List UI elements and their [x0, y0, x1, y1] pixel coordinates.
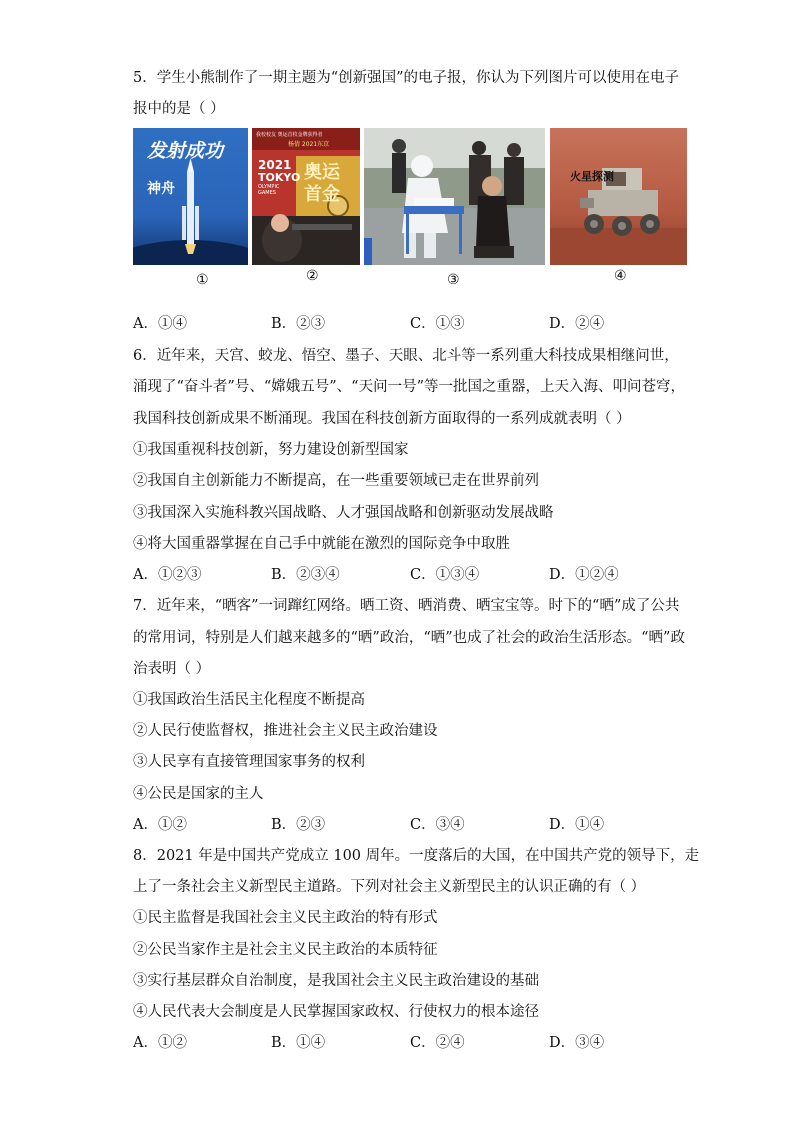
shenzhou-label: 神舟: [147, 181, 175, 197]
q6-item-3: ③我国深入实施科教兴国战略、人才强国战略和创新驱动发展战略: [133, 505, 554, 521]
mars-exploration-image: [550, 128, 687, 265]
q5-option-b[interactable]: B．②③: [271, 316, 326, 332]
q6-item-1: ①我国重视科技创新，努力建设创新型国家: [133, 442, 409, 458]
q6-option-d[interactable]: D．①②④: [549, 567, 619, 583]
q8-stem-line-1: 8．2021 年是中国共产党成立 100 周年。一度落后的大国，在中国共产党的领导下，走: [133, 848, 700, 864]
q8-item-4: ④人民代表大会制度是人民掌握国家政权、行使权力的根本途径: [133, 1004, 539, 1020]
q6-stem-line-1: 6．近年来，天宫、蛟龙、悟空、墨子、天眼、北斗等一系列重大科技成果相继问世，: [133, 348, 679, 364]
olympic-gold-image: [252, 128, 360, 265]
q8-option-c[interactable]: C．②④: [410, 1035, 465, 1051]
q8-item-2: ②公民当家作主是社会主义民主政治的本质特征: [133, 942, 438, 958]
q8-option-a[interactable]: A．①②: [133, 1035, 187, 1051]
q7-stem-line-3: 治表明（ ）: [133, 661, 211, 677]
q6-stem-line-3: 我国科技创新成果不断涌现。我国在科技创新方面取得的一系列成就表明（ ）: [133, 411, 631, 427]
q8-option-d[interactable]: D．③④: [549, 1035, 605, 1051]
mars-label: 火星探测: [570, 170, 614, 183]
q7-item-1: ①我国政治生活民主化程度不断提高: [133, 692, 365, 708]
olympic-headline-1: 奥运: [304, 162, 340, 183]
image-1-caption: ①: [196, 272, 209, 288]
olympic-year: 2021: [258, 158, 292, 172]
shenzhou-launch-image: [133, 128, 248, 265]
image-4-caption: ④: [614, 268, 627, 284]
covid-testing-photo: [364, 128, 545, 265]
q8-item-1: ①民主监督是我国社会主义民主政治的特有形式: [133, 910, 438, 926]
q6-option-c[interactable]: C．①③④: [410, 567, 480, 583]
q6-stem-line-2: 涌现了“奋斗者”号、“嫦娥五号”、“天问一号”等一批国之重器，上天入海、叩问苍穹，: [133, 379, 685, 395]
q8-option-b[interactable]: B．①④: [271, 1035, 326, 1051]
q6-item-2: ②我国自主创新能力不断提高，在一些重要领域已走在世界前列: [133, 473, 539, 489]
q6-item-4: ④将大国重器掌握在自己手中就能在激烈的国际竞争中取胜: [133, 536, 510, 552]
q5-stem-line-1: 5．学生小熊制作了一期主题为“创新强国”的电子报，你认为下列图片可以使用在电子: [133, 70, 680, 86]
q7-item-4: ④公民是国家的主人: [133, 786, 264, 802]
q8-item-3: ③实行基层群众自治制度，是我国社会主义民主政治建设的基础: [133, 973, 539, 989]
q7-option-b[interactable]: B．②③: [271, 817, 326, 833]
olympic-banner-text: 我校校友 奥运首枚金牌获得者: [256, 132, 323, 138]
olympic-games: GAMES: [258, 190, 276, 196]
image-2-caption: ②: [306, 268, 319, 284]
q7-option-a[interactable]: A．①②: [133, 817, 187, 833]
q5-option-c[interactable]: C．①③: [410, 316, 465, 332]
q7-option-d[interactable]: D．①④: [549, 817, 605, 833]
q5-option-a[interactable]: A．①④: [133, 316, 187, 332]
q8-stem-line-2: 上了一条社会主义新型民主道路。下列对社会主义新型民主的认识正确的有（ ）: [133, 879, 646, 895]
q6-option-b[interactable]: B．②③④: [271, 567, 340, 583]
shenzhou-headline: 发射成功: [147, 140, 224, 162]
q5-option-d[interactable]: D．②④: [549, 316, 605, 332]
q7-item-3: ③人民享有直接管理国家事务的权利: [133, 754, 365, 770]
q7-item-2: ②人民行使监督权，推进社会主义民主政治建设: [133, 723, 438, 739]
olympic-headline-2: 首金: [304, 184, 340, 205]
image-3-caption: ③: [447, 272, 460, 288]
q7-stem-line-2: 的常用词，特别是人们越来越多的“晒”政治，“晒”也成了社会的政治生活形态。“晒”政: [133, 630, 685, 646]
q5-stem-line-2: 报中的是（ ）: [133, 101, 225, 117]
q7-option-c[interactable]: C．③④: [410, 817, 465, 833]
olympic-olympic: OLYMPIC: [258, 184, 280, 190]
olympic-tokyo: TOKYO: [258, 171, 301, 184]
olympic-banner-subtext: 杨倩 2021东京: [288, 141, 330, 148]
q7-stem-line-1: 7．近年来，“晒客”一词蹿红网络。晒工资、晒消费、晒宝宝等。时下的“晒”成了公共: [133, 598, 680, 614]
q6-option-a[interactable]: A．①②③: [133, 567, 202, 583]
